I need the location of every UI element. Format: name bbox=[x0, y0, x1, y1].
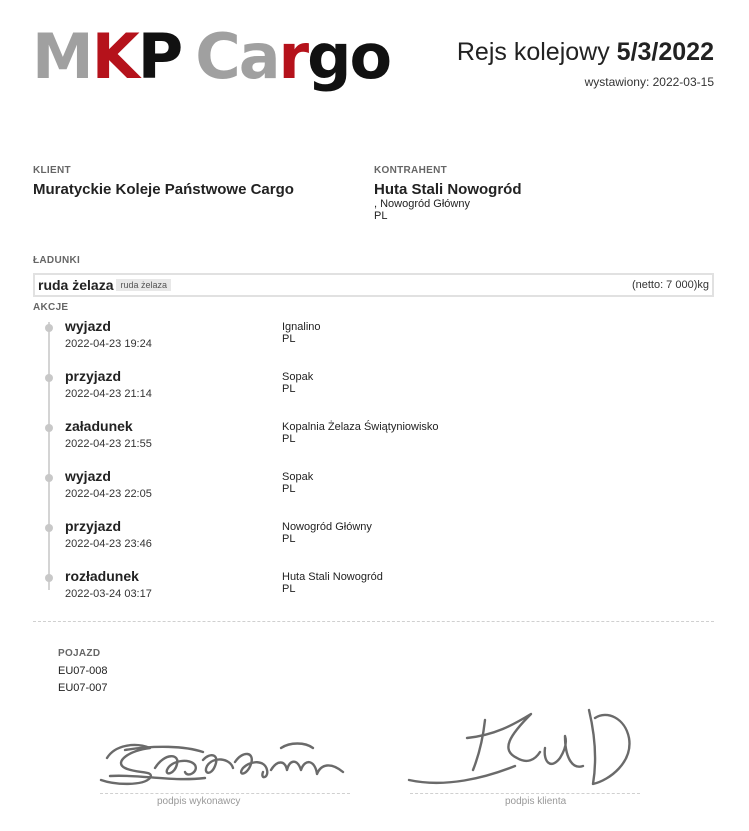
action-place bbox=[282, 321, 321, 345]
action-place-country: PL bbox=[282, 333, 296, 345]
action-place-name: Sopak bbox=[282, 371, 314, 383]
action-place bbox=[282, 571, 383, 595]
logo-letter: P bbox=[137, 20, 182, 93]
timeline-dot-icon bbox=[45, 424, 53, 432]
action-name: przyjazd bbox=[65, 368, 122, 384]
cargo-label: ŁADUNKI bbox=[33, 255, 81, 266]
action-place bbox=[282, 371, 313, 395]
vehicle-label: POJAZD bbox=[58, 648, 101, 659]
vehicle-section bbox=[58, 648, 108, 694]
action-place-country: PL bbox=[282, 533, 296, 545]
contractor-address: , Nowogród Główny bbox=[374, 198, 470, 210]
action-name: załadunek bbox=[65, 418, 133, 434]
logo-letter: M bbox=[32, 20, 92, 93]
action-place-name: Kopalnia Żelaza Świątyniowisko bbox=[282, 421, 439, 433]
section-divider bbox=[33, 621, 714, 622]
action-place-name: Huta Stali Nowogród bbox=[282, 571, 383, 583]
action-time: 2022-03-24 03:17 bbox=[65, 588, 152, 600]
timeline-action bbox=[0, 320, 749, 370]
vehicle-id: EU07-008 bbox=[58, 665, 108, 677]
timeline-action bbox=[0, 470, 749, 520]
action-place-name: Nowogród Główny bbox=[282, 521, 372, 533]
contractor-name: Huta Stali Nowogród bbox=[374, 181, 522, 198]
action-place-name: Ignalino bbox=[282, 321, 321, 333]
issue-date: wystawiony: 2022-03-15 bbox=[584, 75, 714, 89]
action-name: rozładunek bbox=[65, 568, 139, 584]
actions-label: AKCJE bbox=[33, 302, 69, 313]
action-place-country: PL bbox=[282, 433, 296, 445]
client-signature-line bbox=[410, 793, 640, 794]
contractor-section bbox=[374, 165, 522, 222]
action-time: 2022-04-23 19:24 bbox=[65, 338, 152, 350]
trip-title bbox=[457, 38, 714, 67]
trip-number: 5/3/2022 bbox=[616, 38, 714, 66]
action-place-name: Sopak bbox=[282, 471, 314, 483]
action-time: 2022-04-23 23:46 bbox=[65, 538, 152, 550]
action-place bbox=[282, 521, 372, 545]
cargo-tag: ruda żelaza bbox=[116, 279, 171, 291]
action-name: wyjazd bbox=[65, 468, 111, 484]
timeline-action bbox=[0, 520, 749, 570]
trip-title-prefix: Rejs kolejowy bbox=[456, 38, 610, 66]
cargo-net-weight: (netto: 7 000)kg bbox=[631, 279, 709, 291]
client-signature bbox=[405, 700, 645, 795]
action-place bbox=[282, 471, 313, 495]
client-signature-icon bbox=[405, 700, 645, 795]
action-time: 2022-04-23 22:05 bbox=[65, 488, 152, 500]
timeline-dot-icon bbox=[45, 524, 53, 532]
client-label: KLIENT bbox=[33, 165, 71, 176]
timeline-dot-icon bbox=[45, 474, 53, 482]
action-name: wyjazd bbox=[65, 318, 111, 334]
contractor-country: PL bbox=[374, 210, 388, 222]
action-time: 2022-04-23 21:55 bbox=[65, 438, 152, 450]
action-place bbox=[282, 421, 439, 445]
cargo-name: ruda żelaza bbox=[38, 277, 114, 293]
cargo-item bbox=[33, 273, 714, 297]
vehicle-id: EU07-007 bbox=[58, 682, 108, 694]
timeline-dot-icon bbox=[45, 574, 53, 582]
contractor-signature bbox=[95, 690, 355, 795]
client-name: Muratyckie Koleje Państwowe Cargo bbox=[33, 181, 294, 198]
timeline-action bbox=[0, 370, 749, 420]
timeline-action bbox=[0, 420, 749, 470]
timeline-dot-icon bbox=[45, 324, 53, 332]
action-time: 2022-04-23 21:14 bbox=[65, 388, 152, 400]
contractor-label: KONTRAHENT bbox=[374, 165, 447, 176]
logo-letter: go bbox=[307, 20, 391, 93]
logo-letter: Ca bbox=[195, 20, 279, 93]
client-signature-caption: podpis klienta bbox=[505, 796, 567, 807]
logo-letter: K bbox=[91, 20, 138, 93]
logo-letter: r bbox=[278, 20, 308, 93]
action-place-country: PL bbox=[282, 383, 296, 395]
action-name: przyjazd bbox=[65, 518, 122, 534]
timeline-action bbox=[0, 570, 749, 620]
action-place-country: PL bbox=[282, 583, 296, 595]
action-place-country: PL bbox=[282, 483, 296, 495]
contractor-signature-caption: podpis wykonawcy bbox=[157, 796, 241, 807]
contractor-signature-line bbox=[100, 793, 350, 794]
timeline-dot-icon bbox=[45, 374, 53, 382]
contractor-signature-icon bbox=[95, 690, 355, 795]
company-logo bbox=[32, 20, 391, 93]
client-section bbox=[33, 165, 294, 198]
